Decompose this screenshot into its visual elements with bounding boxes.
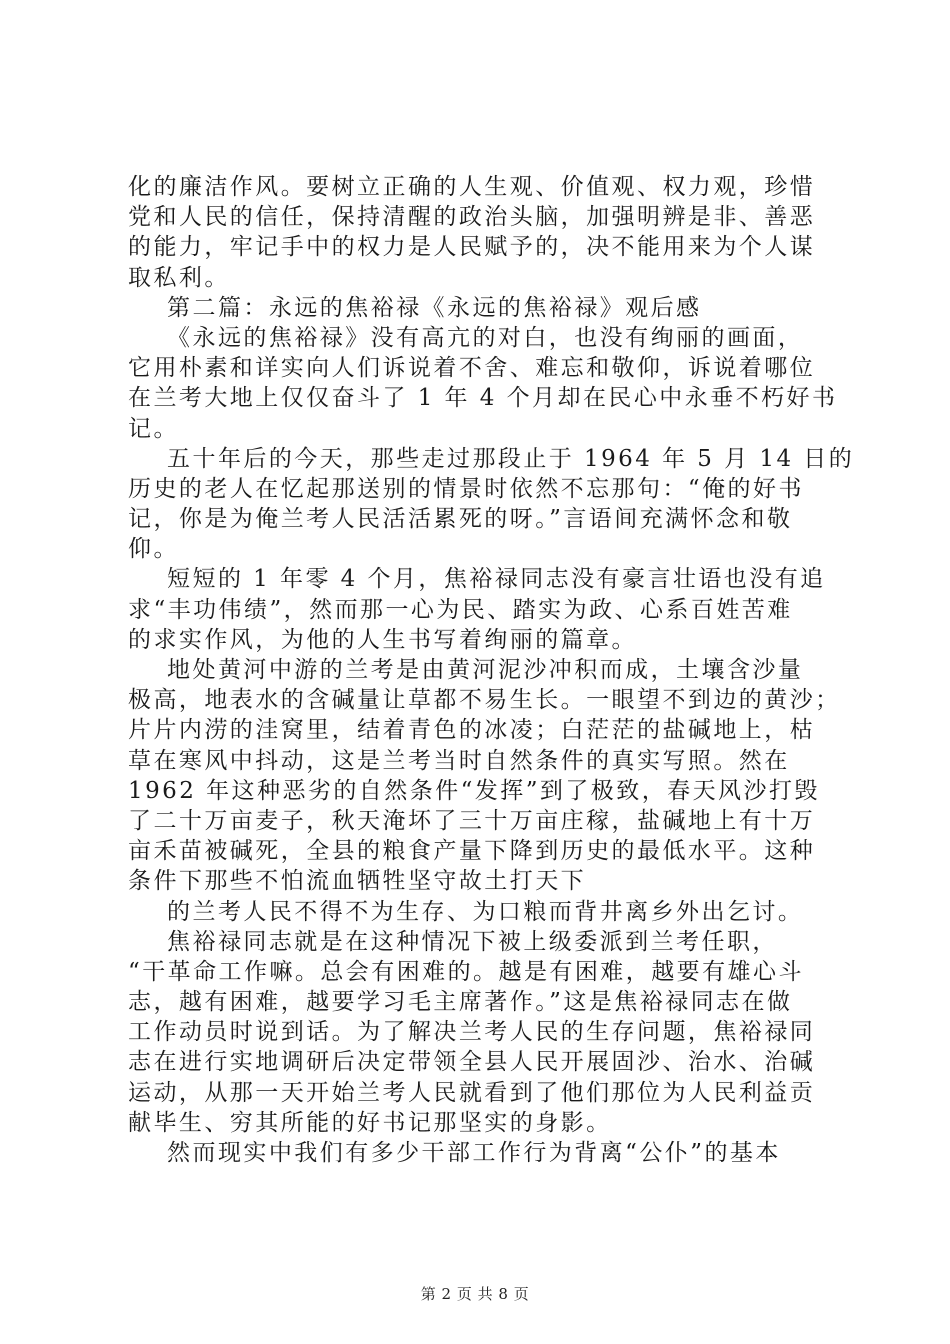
text-line: 历史的老人在忆起那送别的情景时依然不忘那句：“俺的好书 (128, 475, 804, 502)
text-line: 极高，地表水的含碱量让草都不易生长。一眼望不到边的黄沙； (128, 687, 841, 714)
text-line: 取私利。 (128, 264, 230, 291)
text-line: 《永远的焦裕禄》没有高亢的对白，也没有绚丽的画面， (128, 324, 804, 351)
text-line: 短短的 1 年零 4 个月，焦裕禄同志没有豪言壮语也没有追 (128, 566, 826, 593)
text-line: “干革命工作嘛。总会有困难的。越是有困难，越要有雄心斗 (128, 958, 804, 985)
text-line: 求“丰功伟绩”，然而那一心为民、踏实为政、心系百姓苦难 (128, 596, 793, 623)
text-line: 的求实作风，为他的人生书写着绚丽的篇章。 (128, 626, 637, 653)
body-text (128, 172, 855, 1168)
text-line: 的兰考人民不得不为生存、为口粮而背井离乡外出乞讨。 (128, 898, 804, 925)
text-line: 草在寒风中抖动，这是兰考当时自然条件的真实写照。然在 (128, 747, 790, 774)
text-line: 化的廉洁作风。要树立正确的人生观、价值观、权力观，珍惜 (128, 174, 816, 200)
text-line: 的能力，牢记手中的权力是人民赋予的，决不能用来为个人谋 (128, 234, 816, 261)
text-line: 党和人民的信任，保持清醒的政治头脑，加强明辨是非、善恶 (128, 204, 816, 231)
text-line: 工作动员时说到话。为了解决兰考人民的生存问题，焦裕禄同 (128, 1019, 816, 1046)
text-line: 五十年后的今天，那些走过那段止于 1964 年 5 月 14 日的 (128, 445, 855, 472)
text-line: 它用朴素和详实向人们诉说着不舍、难忘和敬仰，诉说着哪位 (128, 355, 816, 382)
text-line: 记。 (128, 415, 179, 442)
text-line: 志，越有困难，越要学习毛主席著作。”这是焦裕禄同志在做 (128, 989, 793, 1016)
text-line: 条件下那些不怕流血牺牲坚守故土打天下 (128, 868, 587, 895)
text-line: 然而现实中我们有多少干部工作行为背离“公仆”的基本 (128, 1140, 781, 1166)
text-line: 了二十万亩麦子，秋天淹坏了三十万亩庄稼，盐碱地上有十万 (128, 807, 816, 834)
text-line: 献毕生、穷其所能的好书记那坚实的身影。 (128, 1109, 612, 1136)
section-heading: 第二篇：永远的焦裕禄《永远的焦裕禄》观后感 (128, 294, 702, 321)
page-number-footer: 第 2 页 共 8 页 (420, 1285, 530, 1303)
text-line: 1962 年这种恶劣的自然条件“发挥”到了极致，春天风沙打毁 (128, 777, 820, 804)
text-line: 地处黄河中游的兰考是由黄河泥沙冲积而成，土壤含沙量 (128, 657, 804, 683)
text-line: 仰。 (128, 536, 179, 563)
text-line: 志在进行实地调研后决定带领全县人民开展固沙、治水、治碱 (128, 1049, 816, 1076)
text-line: 在兰考大地上仅仅奋斗了 1 年 4 个月却在民心中永垂不朽好书 (128, 385, 838, 412)
text-line: 记，你是为俺兰考人民活活累死的呀。”言语间充满怀念和敬 (128, 506, 793, 533)
text-line: 亩禾苗被碱死，全县的粮食产量下降到历史的最低水平。这种 (128, 838, 816, 865)
text-line: 片片内涝的洼窝里，结着青色的冰凌；白茫茫的盐碱地上，枯 (128, 717, 816, 744)
text-line: 焦裕禄同志就是在这种情况下被上级委派到兰考任职， (128, 928, 778, 955)
text-line: 运动，从那一天开始兰考人民就看到了他们那位为人民利益贡 (128, 1079, 816, 1106)
